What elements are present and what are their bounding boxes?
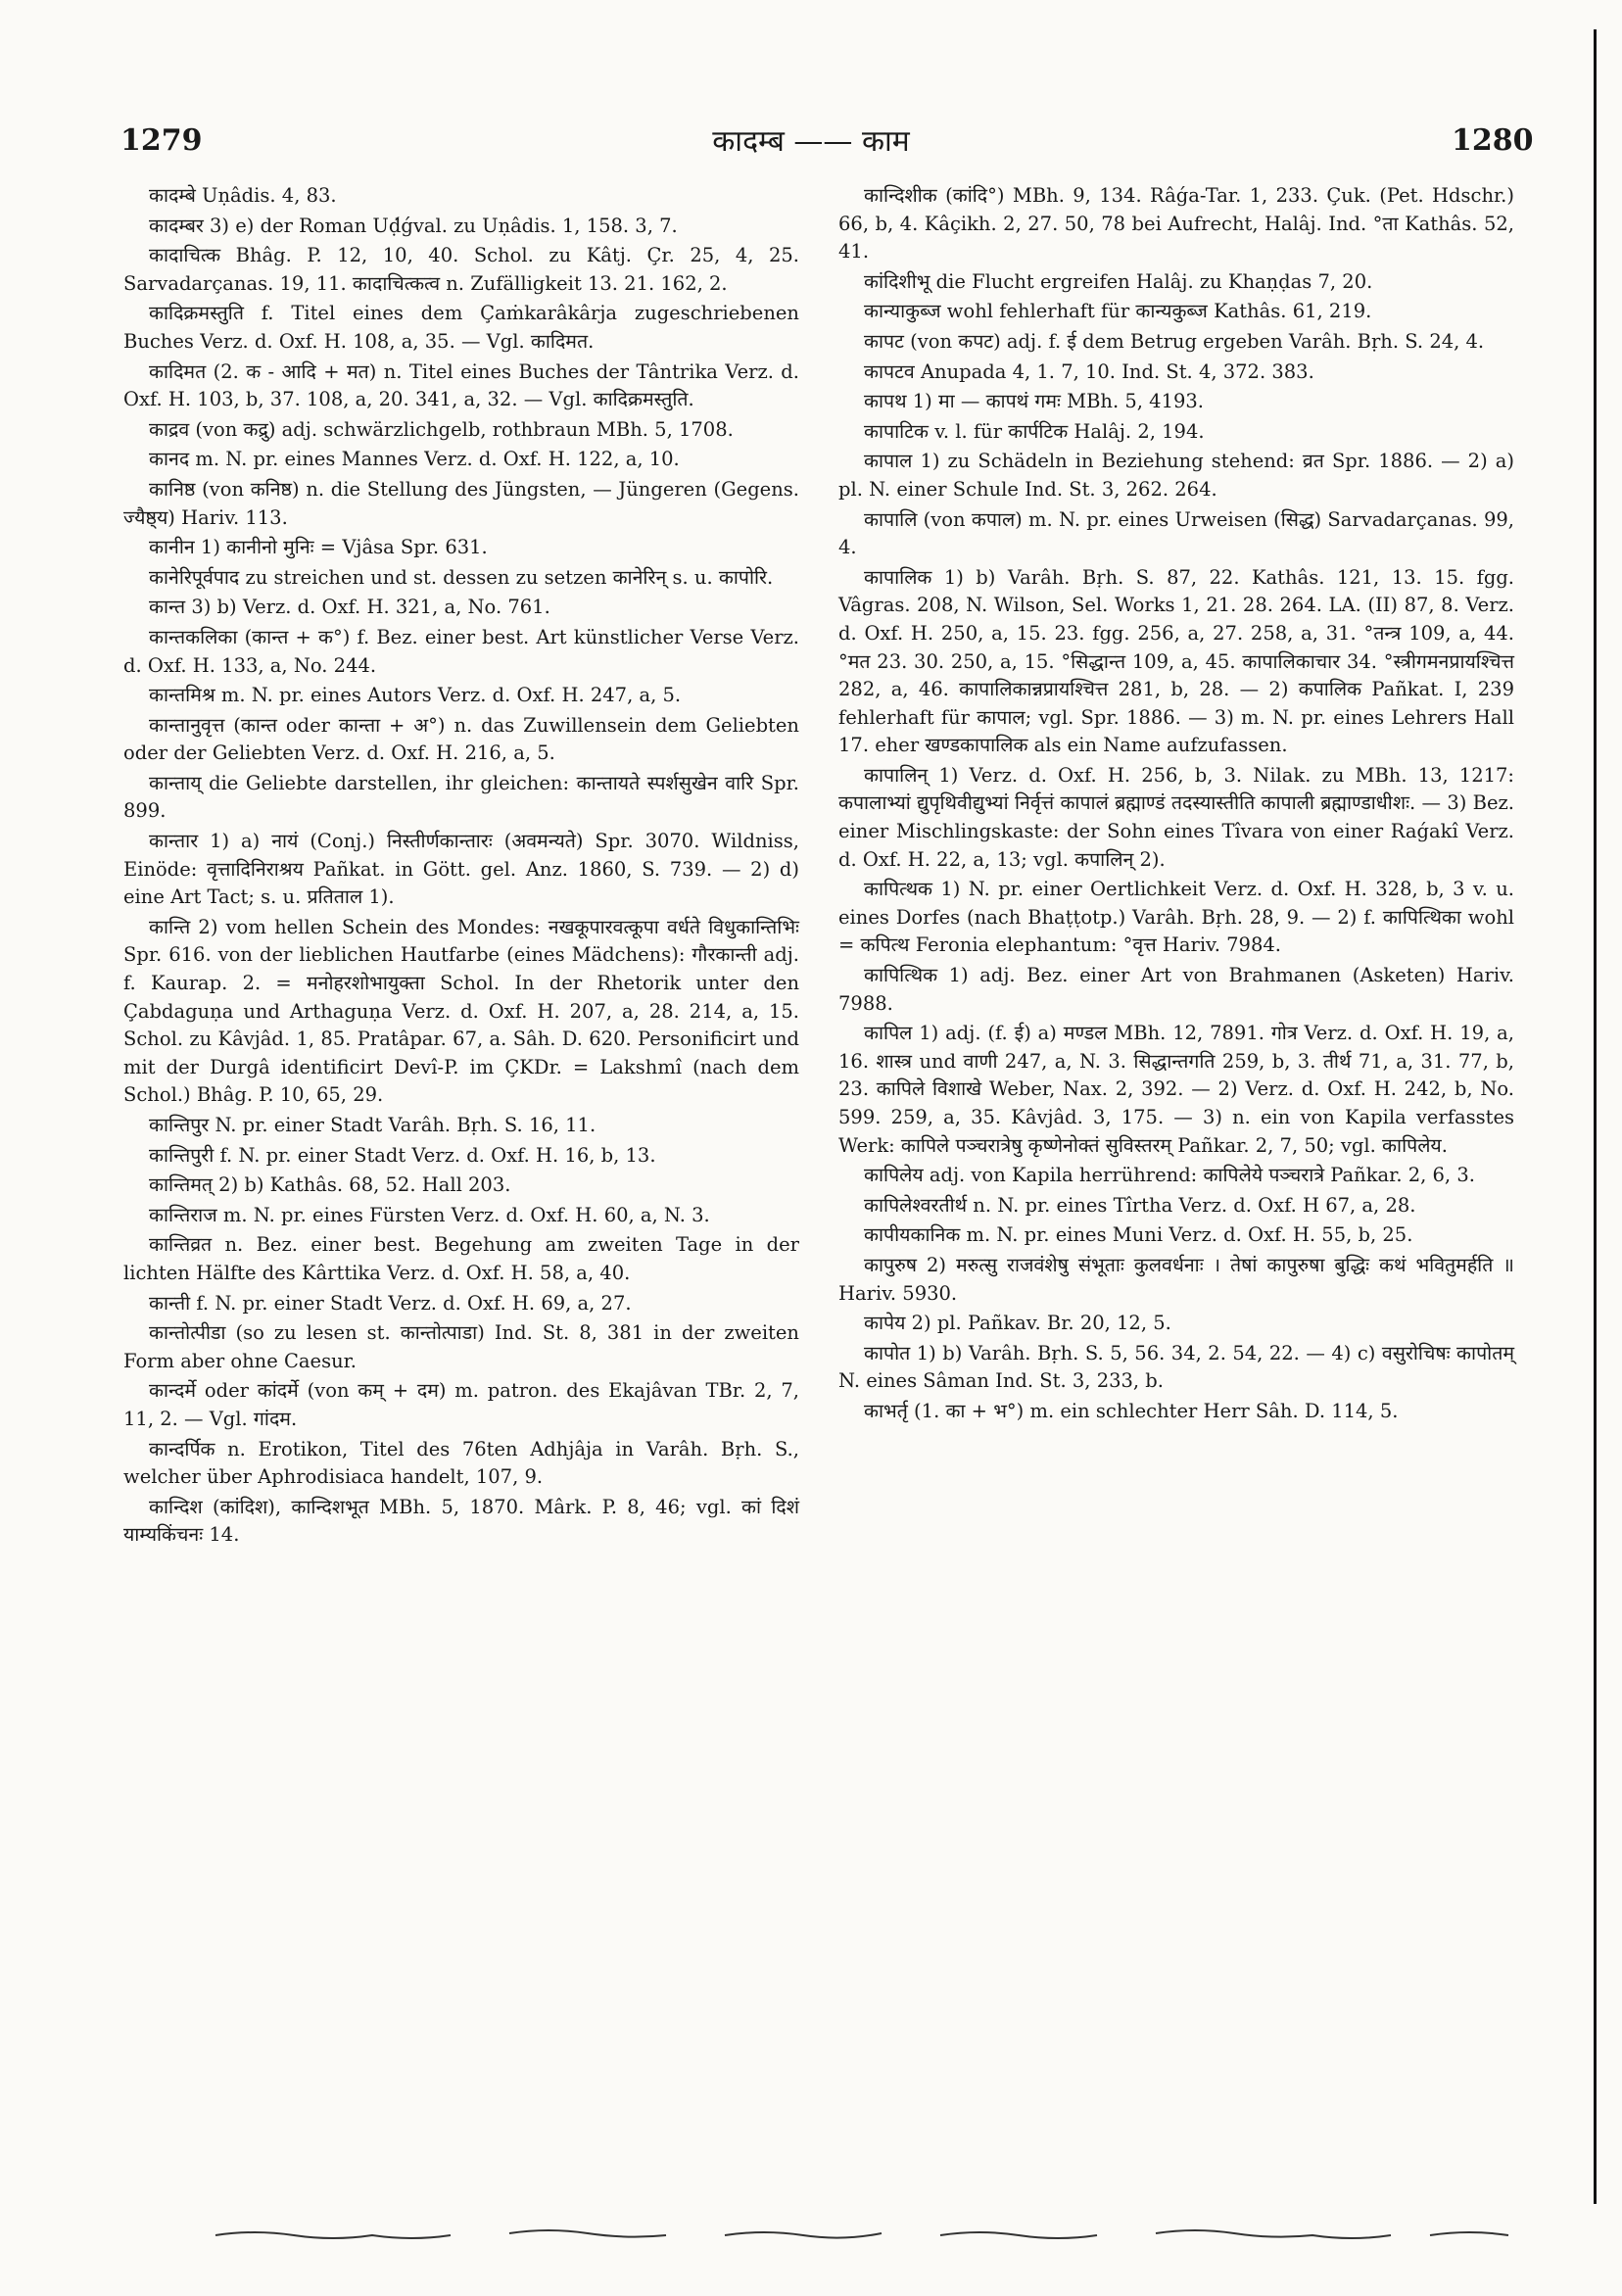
dictionary-entry: कापटव Anupada 4, 1. 7, 10. Ind. St. 4, 372. 383. <box>864 359 1314 383</box>
dictionary-entry: कान्तिमत् 2) b) Kathâs. 68, 52. Hall 203. <box>149 1173 511 1197</box>
dictionary-entry: कापालि (von कपाल) m. N. pr. eines Urweisen (सिद्ध) Sarvadarçanas. 99, 4. <box>838 507 1514 559</box>
dictionary-entry: कान्त 3) b) Verz. d. Oxf. H. 321, a, No. 761. <box>149 596 550 619</box>
dictionary-entry: कादिक्रमस्तुति f. Titel eines dem Çaṁkarâkârja zugeschriebenen Buches Verz. d. Oxf. H. 108, a, 35. — Vgl. कादिमत. <box>123 302 799 353</box>
page-number-left: 1279 <box>120 123 203 158</box>
dictionary-entry: कापेय 2) pl. Pañkav. Br. 20, 12, 5. <box>864 1312 1171 1335</box>
dictionary-entry: कानिष्ठ (von कनिष्ठ) n. die Stellung des Jüngsten, — Jüngeren (Gegens. ज्यैष्ठ्य) Hariv. 113. <box>123 477 799 529</box>
dictionary-entry: कान्दिशीक (कांदि°) MBh. 9, 134. Râǵa-Tar. 1, 233. Çuk. (Pet. Hdschr.) 66, b, 4. Kâçikh. 2, 27. 50, 78 bei Aufrecht, Halâj. Ind. °ता Kathâs. 52, 41. <box>838 184 1514 263</box>
dictionary-entry: कान्तार 1) a) नायं (Conj.) निस्तीर्णकान्तारः (अवमन्यते) Spr. 3070. Wildniss, Einöde: वृत्तादिनिराश्रय Pañkat. in Gött. gel. Anz. 1860, S. 739. — 2) d) eine Art Tact; s. u. प्रतिताल 1). <box>123 830 799 909</box>
dictionary-entry: कान्दिश (कांदिश), कान्दिशभूत MBh. 5, 1870. Mârk. P. 8, 46; vgl. कां दिशं याम्यकिंचनः 14. <box>123 1495 799 1547</box>
bottom-rule-line <box>215 2230 1508 2238</box>
dictionary-entry: कानद m. N. pr. eines Mannes Verz. d. Oxf. H. 122, a, 10. <box>149 448 680 471</box>
dictionary-entry: कान्तानुवृत्त (कान्त oder कान्ता + अ°) n. das Zuwillensein dem Geliebten oder der Geliebten Verz. d. Oxf. H. 216, a, 5. <box>123 713 799 765</box>
dictionary-entry: काभर्तृ (1. का + भ°) m. ein schlechter Herr Sâh. D. 114, 5. <box>864 1399 1399 1422</box>
page-edge-rule <box>1594 29 1597 2204</box>
dictionary-entry: कापिल 1) adj. (f. ई) a) मण्डल MBh. 12, 7891. गोत्र Verz. d. Oxf. H. 19, a, 16. शास्त्र und वाणी 247, a, N. 3. सिद्धान्तगति 259, b, 3. तीर्थ 71, a, 31. 77, b, 23. कापिले विशाखे Weber, Nax. 2, 392. — 2) Verz. d. Oxf. H. 242, b, No. 599. 259, a, 35. Kâvjâd. 3, 175. — 3) n. ein von Kapila verfasstes Werk: कापिले पञ्चरात्रेषु कृष्णेनोक्तं सुविस्तरम् Pañkar. 2, 7, 50; vgl. कापिलेय. <box>838 1022 1514 1157</box>
dictionary-entry: कादम्बे Uṇâdis. 4, 83. <box>149 184 337 207</box>
dictionary-entry: कांदिशीभू die Flucht ergreifen Halâj. zu Khaṇḍas 7, 20. <box>864 269 1373 293</box>
dictionary-entry: कान्तिराज m. N. pr. eines Fürsten Verz. d. Oxf. H. 60, a, N. 3. <box>149 1203 710 1226</box>
dictionary-entry: कादम्बर 3) e) der Roman Uḍ́ǵval. zu Uṇâdis. 1, 158. 3, 7. <box>149 214 678 237</box>
dictionary-entry: काद्रव (von कद्रु) adj. schwärzlichgelb, rothbraun MBh. 5, 1708. <box>149 417 734 441</box>
dictionary-entry: कान्दर्पिक n. Erotikon, Titel des 76ten Adhjâja in Varâh. Bṛh. S., welcher über Aphrodisiaca handelt, 107, 9. <box>123 1437 799 1489</box>
dictionary-entry: कापोत 1) b) Varâh. Bṛh. S. 5, 56. 34, 2. 54, 22. — 4) c) वसुरोचिषः कापोतम् N. eines Sâman Ind. St. 3, 233, b. <box>838 1341 1514 1393</box>
dictionary-entry: कान्ती f. N. pr. einer Stadt Verz. d. Oxf. H. 69, a, 27. <box>149 1291 632 1315</box>
dictionary-entry: कान्याकुब्ज wohl fehlerhaft für कान्यकुब्ज Kathâs. 61, 219. <box>864 300 1372 323</box>
dictionary-entry: कादिमत (2. क - आदि + मत) n. Titel eines Buches der Tântrika Verz. d. Oxf. H. 103, b, 37. 108, a, 20. 341, a, 32. — Vgl. कादिक्रमस्तुति. <box>123 359 799 411</box>
dictionary-entry: कान्तोत्पीडा (so zu lesen st. कान्तोत्पाडा) Ind. St. 8, 381 in der zweiten Form aber ohne Caesur. <box>123 1321 799 1372</box>
dictionary-entry: कान्तमिश्र m. N. pr. eines Autors Verz. d. Oxf. H. 247, a, 5. <box>149 684 682 707</box>
dictionary-entry: कापालिक 1) b) Varâh. Bṛh. S. 87, 22. Kathâs. 121, 13. 15. fgg. Vâgras. 208, N. Wilson, Sel. Works 1, 21. 28. 264. LA. (II) 87, 8. Verz. d. Oxf. H. 250, a, 15. 23. fgg. 256, a, 27. 258, a, 31. °तन्त्र 109, a, 44. °मत 23. 30. 250, a, 15. °सिद्धान्त 109, a, 45. कापालिकाचार 34. °स्त्रीगमनप्रायश्चित्त 282, a, 46. कापालिकान्नप्रायश्चित्त 281, b, 28. — 2) कपालिक Pañkat. I, 239 fehlerhaft für कापाल; vgl. Spr. 1886. — 3) m. N. pr. eines Lehrers Hall 17. eher खण्डकापालिक als ein Name aufzufassen. <box>838 565 1514 757</box>
dictionary-entry: कान्ति 2) vom hellen Schein des Mondes: नखकूपारवत्कूपा वर्धते विधुकान्तिभिः Spr. 616. von der lieblichen Hautfarbe (eines Mädchens): गौरकान्ती adj. f. Kaurap. 2. = मनोहरशोभायुक्ता Schol. In der Rhetorik unter den Çabdaguṇa und Arthaguṇa Verz. d. Oxf. H. 207, a, 28. 214, a, 15. Schol. zu Kâvjâd. 1, 85. Pratâpar. 67, a. Sâh. D. 620. Personificirt und mit der Durgâ identificirt Devî-P. im ÇKDr. = Lakshmî (nach dem Schol.) Bhâg. P. 10, 65, 29. <box>123 915 799 1107</box>
dictionary-entry: कान्तिपुरी f. N. pr. einer Stadt Verz. d. Oxf. H. 16, b, 13. <box>149 1143 656 1167</box>
page-number-right: 1280 <box>1452 123 1534 158</box>
bottom-rule-graphic <box>0 2216 1622 2255</box>
dictionary-entry: कान्दर्मे oder कांदर्मे (von कम् + दम) m. patron. des Ekajâvan TBr. 2, 7, 11, 2. — Vgl. गांदम. <box>123 1379 799 1430</box>
dictionary-entry: कापिलेय adj. von Kapila herrührend: कापिलेये पञ्चरात्रे Pañkar. 2, 6, 3. <box>864 1164 1475 1187</box>
dictionary-entry: कापीयकानिक m. N. pr. eines Muni Verz. d. Oxf. H. 55, b, 25. <box>864 1223 1413 1247</box>
dictionary-entry: कापट (von कपट) adj. f. ई dem Betrug ergeben Varâh. Bṛh. S. 24, 4. <box>864 329 1485 353</box>
dictionary-entry: कापालिन् 1) Verz. d. Oxf. H. 256, b, 3. Nilak. zu MBh. 13, 1217: कपालाभ्यां द्युपृथिवीद्युभ्यां निर्वृत्तं कापालं ब्रह्माण्डं तदस्यास्तीति कापाली ब्रह्माण्डाधीशः. — 3) Bez. einer Mischlingskaste: der Sohn eines Tîvara von einer Raǵakî Verz. d. Oxf. H. 22, a, 13; vgl. कपालिन् 2). <box>838 763 1514 871</box>
dictionary-entry: कापाटिक v. l. für कार्पटिक Halâj. 2, 194. <box>864 419 1205 443</box>
dictionary-entry: कापुरुष 2) मरुत्सु राजवंशेषु संभूताः कुलवर्धनाः । तेषां कापुरुषा बुद्धिः कथं भवितुमर्हति ॥ Hariv. 5930. <box>838 1253 1514 1305</box>
dictionary-entry: कानीन 1) कानीनो मुनिः = Vjâsa Spr. 631. <box>149 536 488 559</box>
dictionary-entry: कापित्थिक 1) adj. Bez. einer Art von Brahmanen (Asketen) Hariv. 7988. <box>838 964 1514 1015</box>
dictionary-entry: कान्ताय् die Geliebte darstellen, ihr gleichen: कान्तायते स्पर्शसुखेन वारि Spr. 899. <box>123 771 799 823</box>
dictionary-entry: कापिलेश्वरतीर्थ n. N. pr. eines Tîrtha Verz. d. Oxf. H 67, a, 28. <box>864 1193 1416 1217</box>
left-column <box>123 182 799 1552</box>
dictionary-entry: कादाचित्क Bhâg. P. 12, 10, 40. Schol. zu Kâtj. Çr. 25, 4, 25. Sarvadarçanas. 19, 11. कादाचित्कत्व n. Zufälligkeit 13. 21. 162, 2. <box>123 244 799 295</box>
dictionary-entry: कापाल 1) zu Schädeln in Beziehung stehend: व्रत Spr. 1886. — 2) a) pl. N. einer Schule Ind. St. 3, 262. 264. <box>838 450 1514 501</box>
dictionary-entry: कान्तकलिका (कान्त + क°) f. Bez. einer best. Art künstlicher Verse Verz. d. Oxf. H. 133, a, No. 244. <box>123 625 799 677</box>
dictionary-entry: कान्तिपुर N. pr. einer Stadt Varâh. Bṛh. S. 16, 11. <box>149 1114 596 1136</box>
dictionary-entry: कानेरिपूर्वपाद zu streichen und st. dessen zu setzen कानेरिन् s. u. कापोरि. <box>149 565 774 589</box>
page-header <box>0 0 1622 171</box>
running-head: कादम्ब —— काम <box>712 124 910 159</box>
bottom-decorative-rule <box>0 2216 1622 2255</box>
dictionary-entry: कान्तिव्रत n. Bez. einer best. Begehung am zweiten Tage in der lichten Hälfte des Kârttika Verz. d. Oxf. H. 58, a, 40. <box>123 1233 799 1284</box>
dictionary-entry: कापित्थक 1) N. pr. einer Oertlichkeit Verz. d. Oxf. H. 328, b, 3 v. u. eines Dorfes (nach Bhaṭṭotp.) Varâh. Bṛh. 28, 9. — 2) f. कापित्थिका wohl = कपित्थ Feronia elephantum: °वृत्त Hariv. 7984. <box>838 878 1514 957</box>
dictionary-entry: कापथ 1) मा — कापथं गमः MBh. 5, 4193. <box>864 390 1205 413</box>
right-column <box>838 182 1514 1428</box>
